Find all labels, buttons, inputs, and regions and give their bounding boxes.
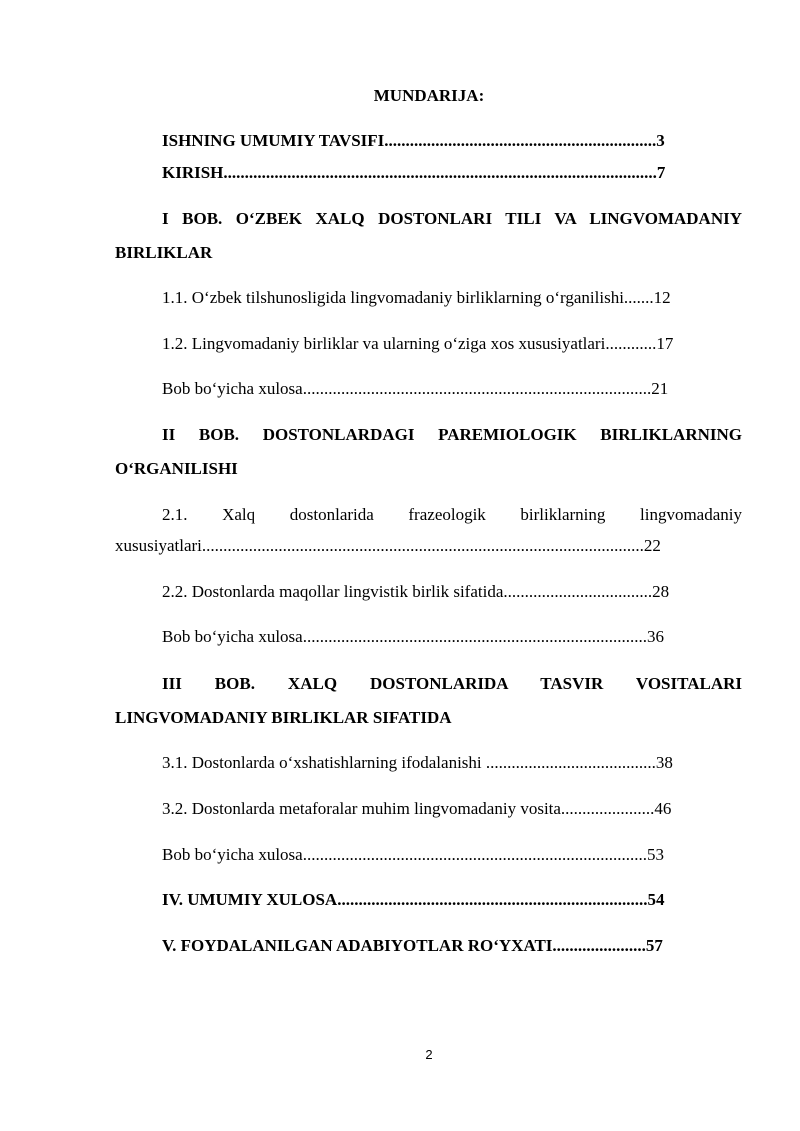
toc-entry-2-2: 2.2. Dostonlarda maqollar lingvistik birlik sifatida...................................28 — [162, 582, 670, 601]
toc-title: MUNDARIJA: — [373, 86, 485, 105]
toc-entry-general-conclusion: IV. UMUMIY XULOSA.........................................................................54 — [162, 890, 665, 909]
toc-chapter-1-heading-line-1: I BOB. O‘ZBEK XALQ DOSTONLARI TILI VA LINGVOMADANIY — [162, 209, 742, 228]
toc-entry-introduction: KIRISH......................................................................................................7 — [162, 163, 666, 182]
toc-chapter-2-heading-line-2: O‘RGANILISHI — [115, 459, 238, 478]
toc-chapter-3-heading-line-1: III BOB. XALQ DOSTONLARIDA TASVIR VOSITALARI — [162, 674, 742, 693]
toc-chapter-1-heading — [115, 207, 742, 265]
toc-chapter-1-heading-line-2: BIRLIKLAR — [115, 243, 213, 262]
toc-chapter-3-heading — [115, 672, 742, 730]
toc-entry-chapter-2-conclusion: Bob bo‘yicha xulosa.................................................................................36 — [162, 627, 664, 646]
toc-entry-1-2: 1.2. Lingvomadaniy birliklar va ularning o‘ziga xos xususiyatlari............17 — [162, 334, 674, 353]
toc-entry-3-2: 3.2. Dostonlarda metaforalar muhim lingvomadaniy vosita......................46 — [162, 799, 672, 818]
toc-chapter-3-heading-line-2: LINGVOMADANIY BIRLIKLAR SIFATIDA — [115, 708, 452, 727]
page-number: 2 — [425, 1047, 433, 1062]
toc-chapter-2-heading-line-1: II BOB. DOSTONLARDAGI PAREMIOLOGIK BIRLIKLARNING — [162, 425, 742, 444]
toc-entry-2-1-line-2: xususiyatlari........................................................................................................22 — [115, 536, 661, 555]
toc-entry-general-description: ISHNING UMUMIY TAVSIFI................................................................3 — [162, 131, 665, 150]
toc-entry-1-1: 1.1. O‘zbek tilshunosligida lingvomadaniy birliklarning o‘rganilishi.......12 — [162, 288, 671, 307]
toc-entry-bibliography: V. FOYDALANILGAN ADABIYOTLAR RO‘YXATI......................57 — [162, 936, 663, 955]
toc-entry-chapter-3-conclusion: Bob bo‘yicha xulosa.................................................................................53 — [162, 845, 664, 864]
toc-entry-chapter-1-conclusion: Bob bo‘yicha xulosa..................................................................................21 — [162, 379, 669, 398]
toc-entry-2-1-line-1: 2.1. Xalq dostonlarida frazeologik birliklarning lingvomadaniy — [162, 505, 742, 524]
toc-chapter-2-heading — [115, 423, 742, 481]
toc-entry-3-1: 3.1. Dostonlarda o‘xshatishlarning ifodalanishi ........................................38 — [162, 753, 673, 772]
toc-entry-2-1 — [115, 503, 742, 558]
